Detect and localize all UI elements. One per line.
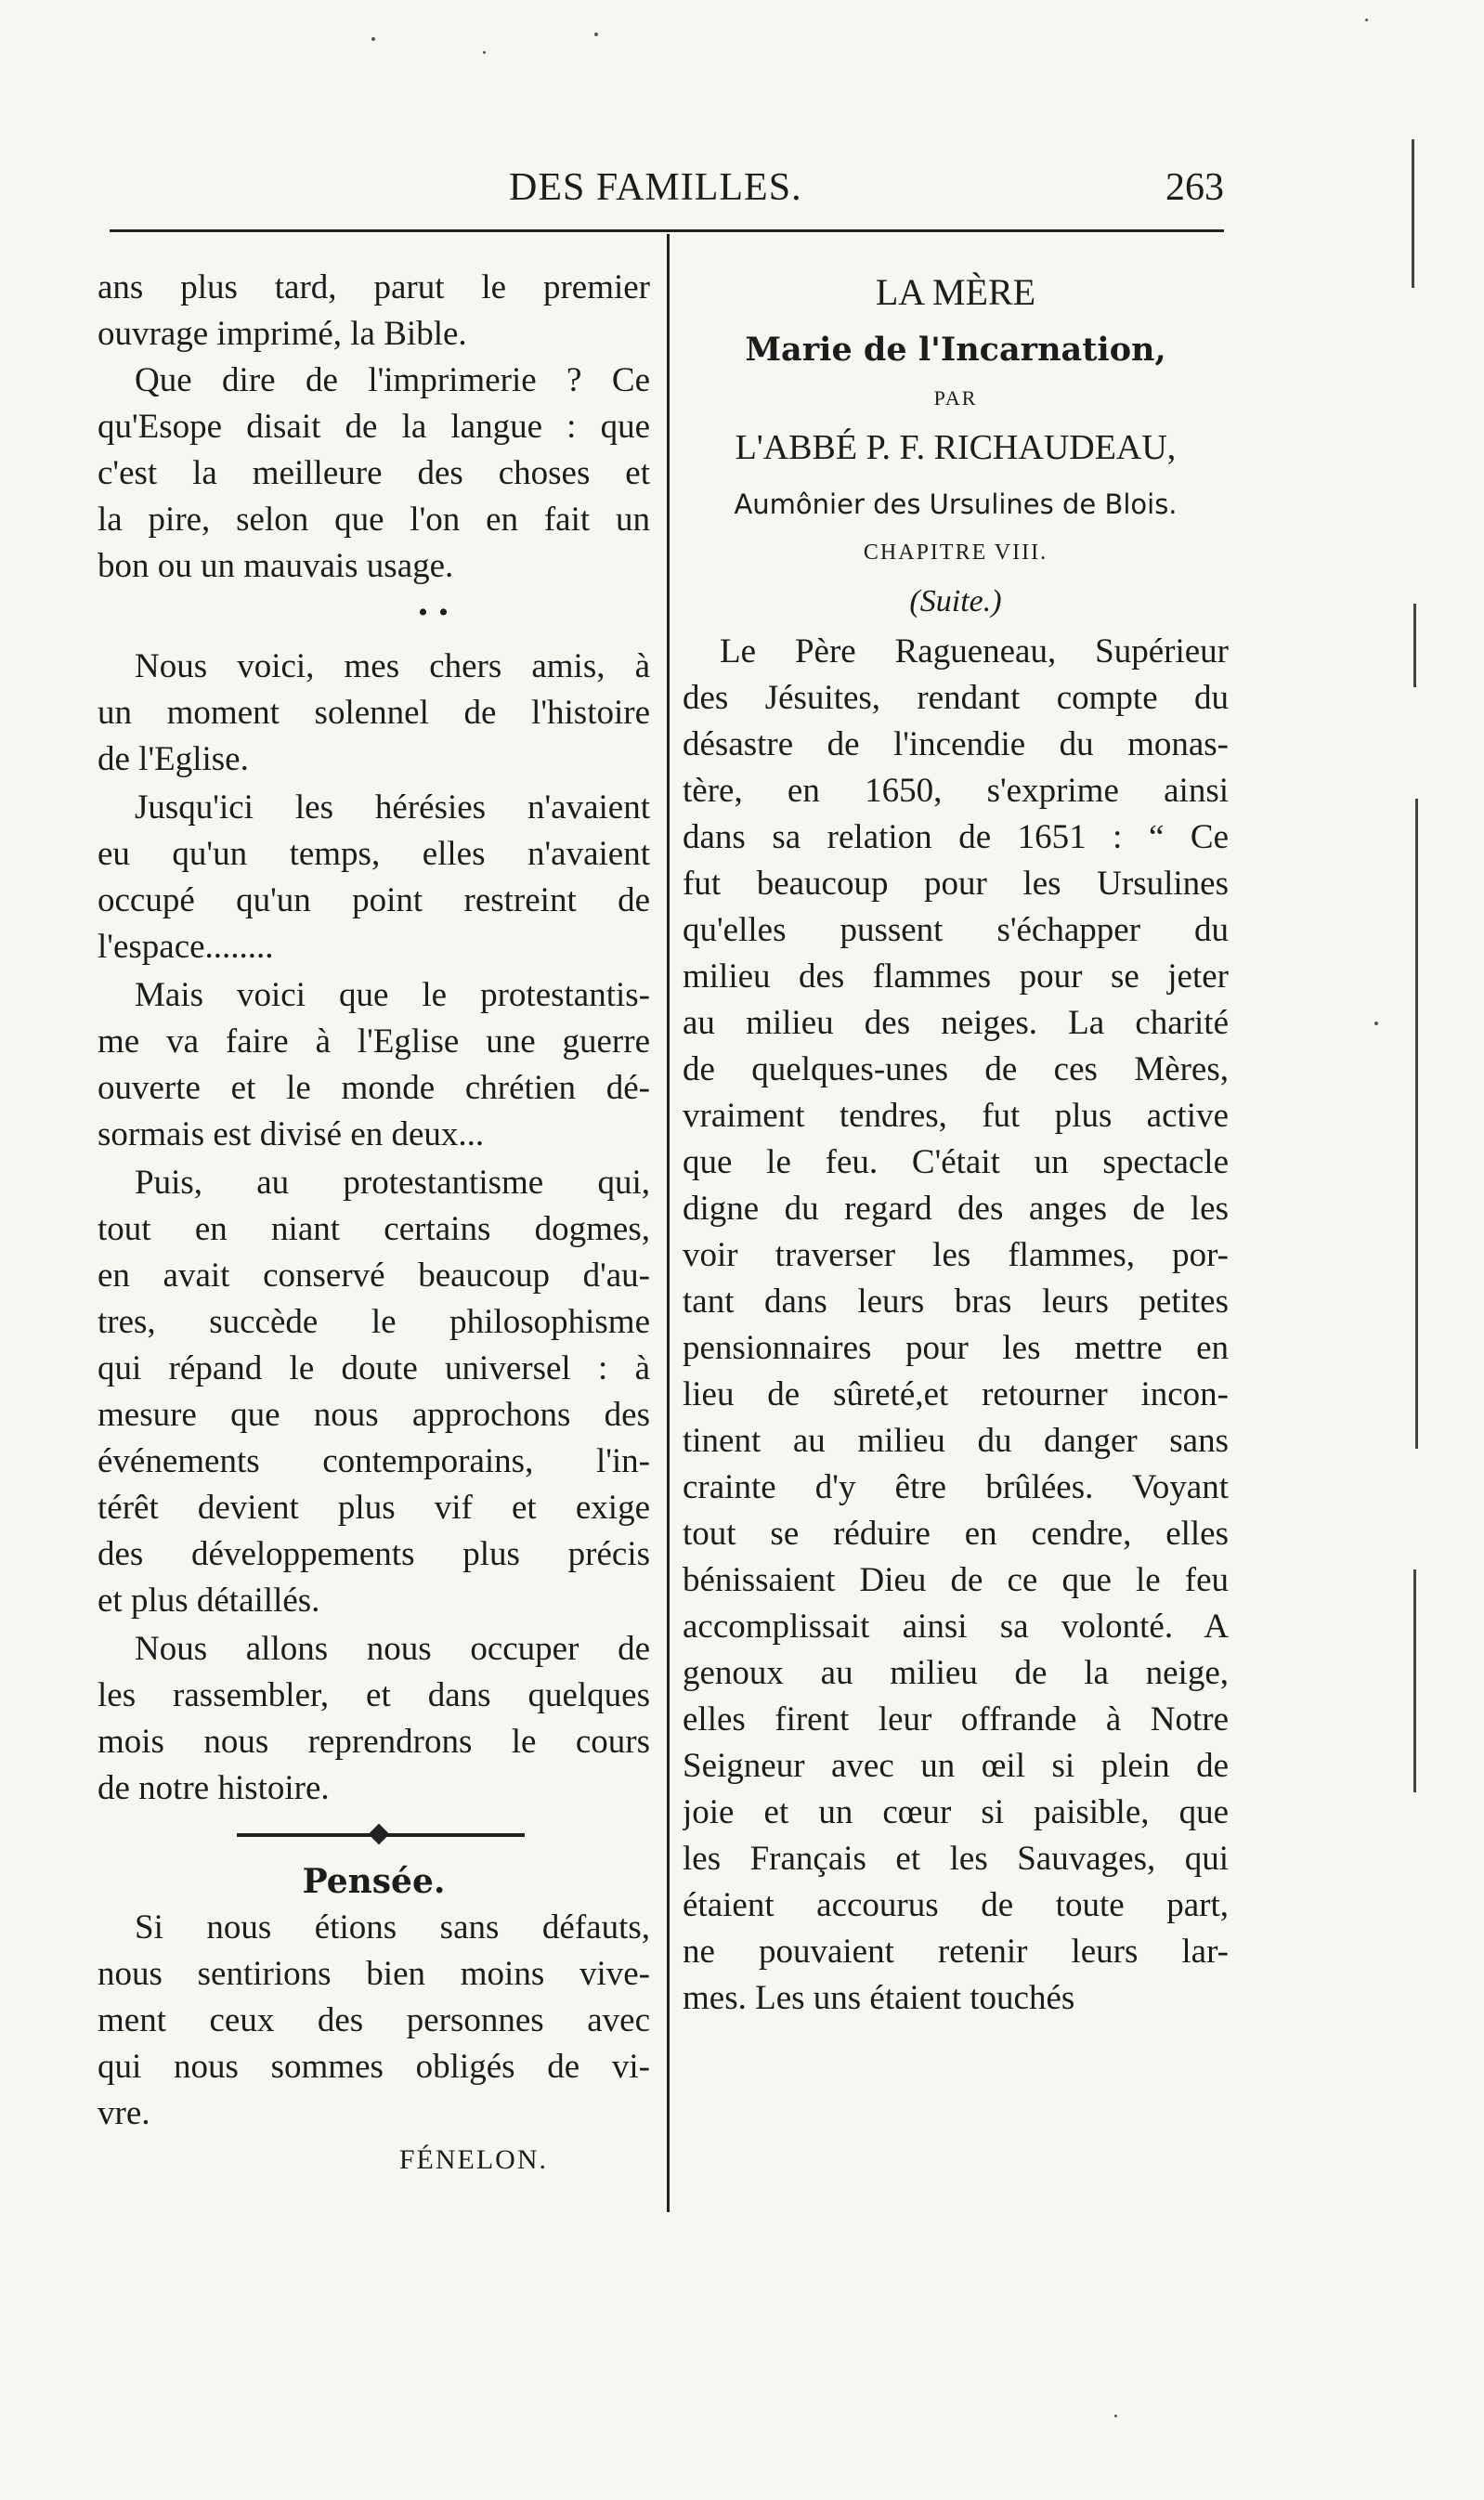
paragraph-moment-solennel <box>98 644 650 783</box>
speck <box>483 51 486 54</box>
text-line: Nous allons nous occuper de <box>135 1630 650 1668</box>
margin-mark <box>1413 604 1416 687</box>
text-line: elles firent leur offrande à Notre <box>683 1700 1229 1738</box>
text-line: c'est la meilleure des choses et <box>98 454 650 492</box>
pensee-heading: Pensée. <box>302 1862 446 1901</box>
text-line: événements contemporains, l'in- <box>98 1442 650 1480</box>
text-line: les rassembler, et dans quelques <box>98 1676 650 1714</box>
speck <box>1114 2415 1117 2417</box>
paragraph-rassembler <box>98 1626 650 1812</box>
text-line: eu qu'un temps, elles n'avaient <box>98 835 650 873</box>
article-subtitle: Marie de l'Incarnation, <box>745 331 1166 369</box>
text-line: lieu de sûreté,et retourner incon- <box>683 1375 1229 1413</box>
header-rule <box>110 229 1224 232</box>
text-line: ne pouvaient retenir leurs lar- <box>683 1933 1229 1971</box>
text-line: vraiment tendres, fut plus active <box>683 1097 1229 1135</box>
text-line: bon ou un mauvais usage. <box>98 547 454 585</box>
text-line: tant dans leurs bras leurs petites <box>683 1283 1229 1321</box>
text-line: fut beaucoup pour les Ursulines <box>683 865 1229 903</box>
text-line: mes. Les uns étaient touchés <box>683 1979 1075 2017</box>
article-body <box>683 629 1229 2022</box>
speck <box>1374 1022 1378 1025</box>
page-header <box>110 158 1224 223</box>
text-line: des Jésuites, rendant compte du <box>683 679 1229 717</box>
right-column <box>683 265 1229 2022</box>
article-title: LA MÈRE <box>875 271 1036 313</box>
text-line: accomplissait ainsi sa volonté. A <box>683 1608 1229 1646</box>
text-line: nous sentirions bien moins vive- <box>98 1955 650 1993</box>
page-number: 263 <box>1165 166 1224 209</box>
pensee-quote <box>98 1905 650 2137</box>
margin-mark <box>1415 799 1418 1449</box>
author-role: Aumônier des Ursulines de Blois. <box>734 488 1178 520</box>
text-line: tère, en 1650, s'exprime ainsi <box>683 772 1229 810</box>
chapter-heading: CHAPITRE VIII. <box>863 540 1048 565</box>
text-line: crainte d'y être brûlées. Voyant <box>683 1468 1229 1506</box>
suite-label: (Suite.) <box>909 584 1002 618</box>
ornament-diamond <box>369 1824 390 1845</box>
text-line: que le feu. C'était un spectacle <box>683 1143 1229 1181</box>
text-line: ouvrage imprimé, la Bible. <box>98 315 467 353</box>
margin-mark <box>1412 139 1414 288</box>
text-line: un moment solennel de l'histoire <box>98 694 650 732</box>
text-line: de notre histoire. <box>98 1769 330 1807</box>
text-line: les Français et les Sauvages, qui <box>683 1840 1229 1878</box>
ornament-rule <box>98 1816 650 1853</box>
text-line: digne du regard des anges de les <box>683 1190 1229 1228</box>
text-line: qu'elles pussent s'échapper du <box>683 911 1229 949</box>
text-line: sormais est divisé en deux... <box>98 1115 485 1153</box>
text-line: qui nous sommes obligés de vi- <box>98 2048 650 2086</box>
text-line: Puis, au protestantisme qui, <box>135 1164 650 1202</box>
margin-mark <box>1413 1569 1416 1792</box>
pensee-signature: FÉNELON. <box>398 2144 548 2175</box>
speck <box>1365 19 1368 21</box>
text-line: de quelques-unes de ces Mères, <box>683 1050 1229 1088</box>
text-line: pensionnaires pour les mettre en <box>683 1329 1229 1367</box>
left-opening-lines <box>98 265 650 358</box>
text-line: l'espace........ <box>98 928 274 966</box>
separator-dots: • • <box>418 597 450 628</box>
text-line: Que dire de l'imprimerie ? Ce <box>135 361 650 399</box>
text-line: Le Père Ragueneau, Supérieur <box>720 632 1229 671</box>
text-line: mesure que nous approchons des <box>98 1396 650 1434</box>
text-line: ment ceux des personnes avec <box>98 2001 650 2039</box>
text-line: des développements plus précis <box>98 1535 650 1573</box>
text-line: tout en niant certains dogmes, <box>98 1210 650 1248</box>
text-line: Si nous étions sans défauts, <box>135 1908 650 1947</box>
text-line: joie et un cœur si paisible, que <box>683 1793 1229 1831</box>
text-line: voir traverser les flammes, por- <box>683 1236 1229 1274</box>
text-line: tres, succède le philosophisme <box>98 1303 650 1341</box>
text-line: et plus détaillés. <box>98 1582 320 1620</box>
text-line: tout se réduire en cendre, elles <box>683 1515 1229 1553</box>
text-line: bénissaient Dieu de ce que le feu <box>683 1561 1229 1599</box>
text-line: Mais voici que le protestantis- <box>135 976 650 1014</box>
text-line: dans sa relation de 1651 : “ Ce <box>683 818 1229 856</box>
text-line: genoux au milieu de la neige, <box>683 1654 1229 1692</box>
paragraph-heresies <box>98 785 650 970</box>
text-line: ans plus tard, parut le premier <box>98 268 650 306</box>
text-line: qui répand le doute universel : à <box>98 1349 650 1387</box>
left-column <box>98 265 650 2183</box>
text-line: de l'Eglise. <box>98 740 249 778</box>
text-line: qu'Esope disait de la langue : que <box>98 408 650 446</box>
text-line: en avait conservé beaucoup d'au- <box>98 1257 650 1295</box>
text-line: me va faire à l'Eglise une guerre <box>98 1022 650 1061</box>
text-line: Jusqu'ici les hérésies n'avaient <box>135 788 650 827</box>
text-line: Seigneur avec un œil si plein de <box>683 1747 1229 1785</box>
text-line: mois nous reprendrons le cours <box>98 1723 650 1761</box>
paragraph-protestantisme <box>98 972 650 1158</box>
text-line: étaient accourus de toute part, <box>683 1886 1229 1924</box>
text-line: ouverte et le monde chrétien dé- <box>98 1069 650 1107</box>
imprimerie-paragraph <box>98 358 650 590</box>
running-title: DES FAMILLES. <box>509 166 802 209</box>
text-line: désastre de l'incendie du monas- <box>683 725 1229 763</box>
text-line: au milieu des neiges. La charité <box>683 1004 1229 1042</box>
speck <box>594 33 598 36</box>
text-line: Nous voici, mes chers amis, à <box>135 647 650 685</box>
text-line: la pire, selon que l'on en fait un <box>98 501 650 539</box>
paragraph-philosophisme <box>98 1160 650 1624</box>
column-divider <box>667 234 670 2212</box>
text-line: occupé qu'un point restreint de <box>98 881 650 919</box>
speck <box>371 37 375 41</box>
text-line: térêt devient plus vif et exige <box>98 1489 650 1527</box>
article-author: L'ABBÉ P. F. RICHAUDEAU, <box>735 428 1177 467</box>
text-line: tinent au milieu du danger sans <box>683 1422 1229 1460</box>
text-line: vre. <box>98 2094 150 2132</box>
article-by: PAR <box>933 386 978 410</box>
text-line: milieu des flammes pour se jeter <box>683 957 1229 996</box>
